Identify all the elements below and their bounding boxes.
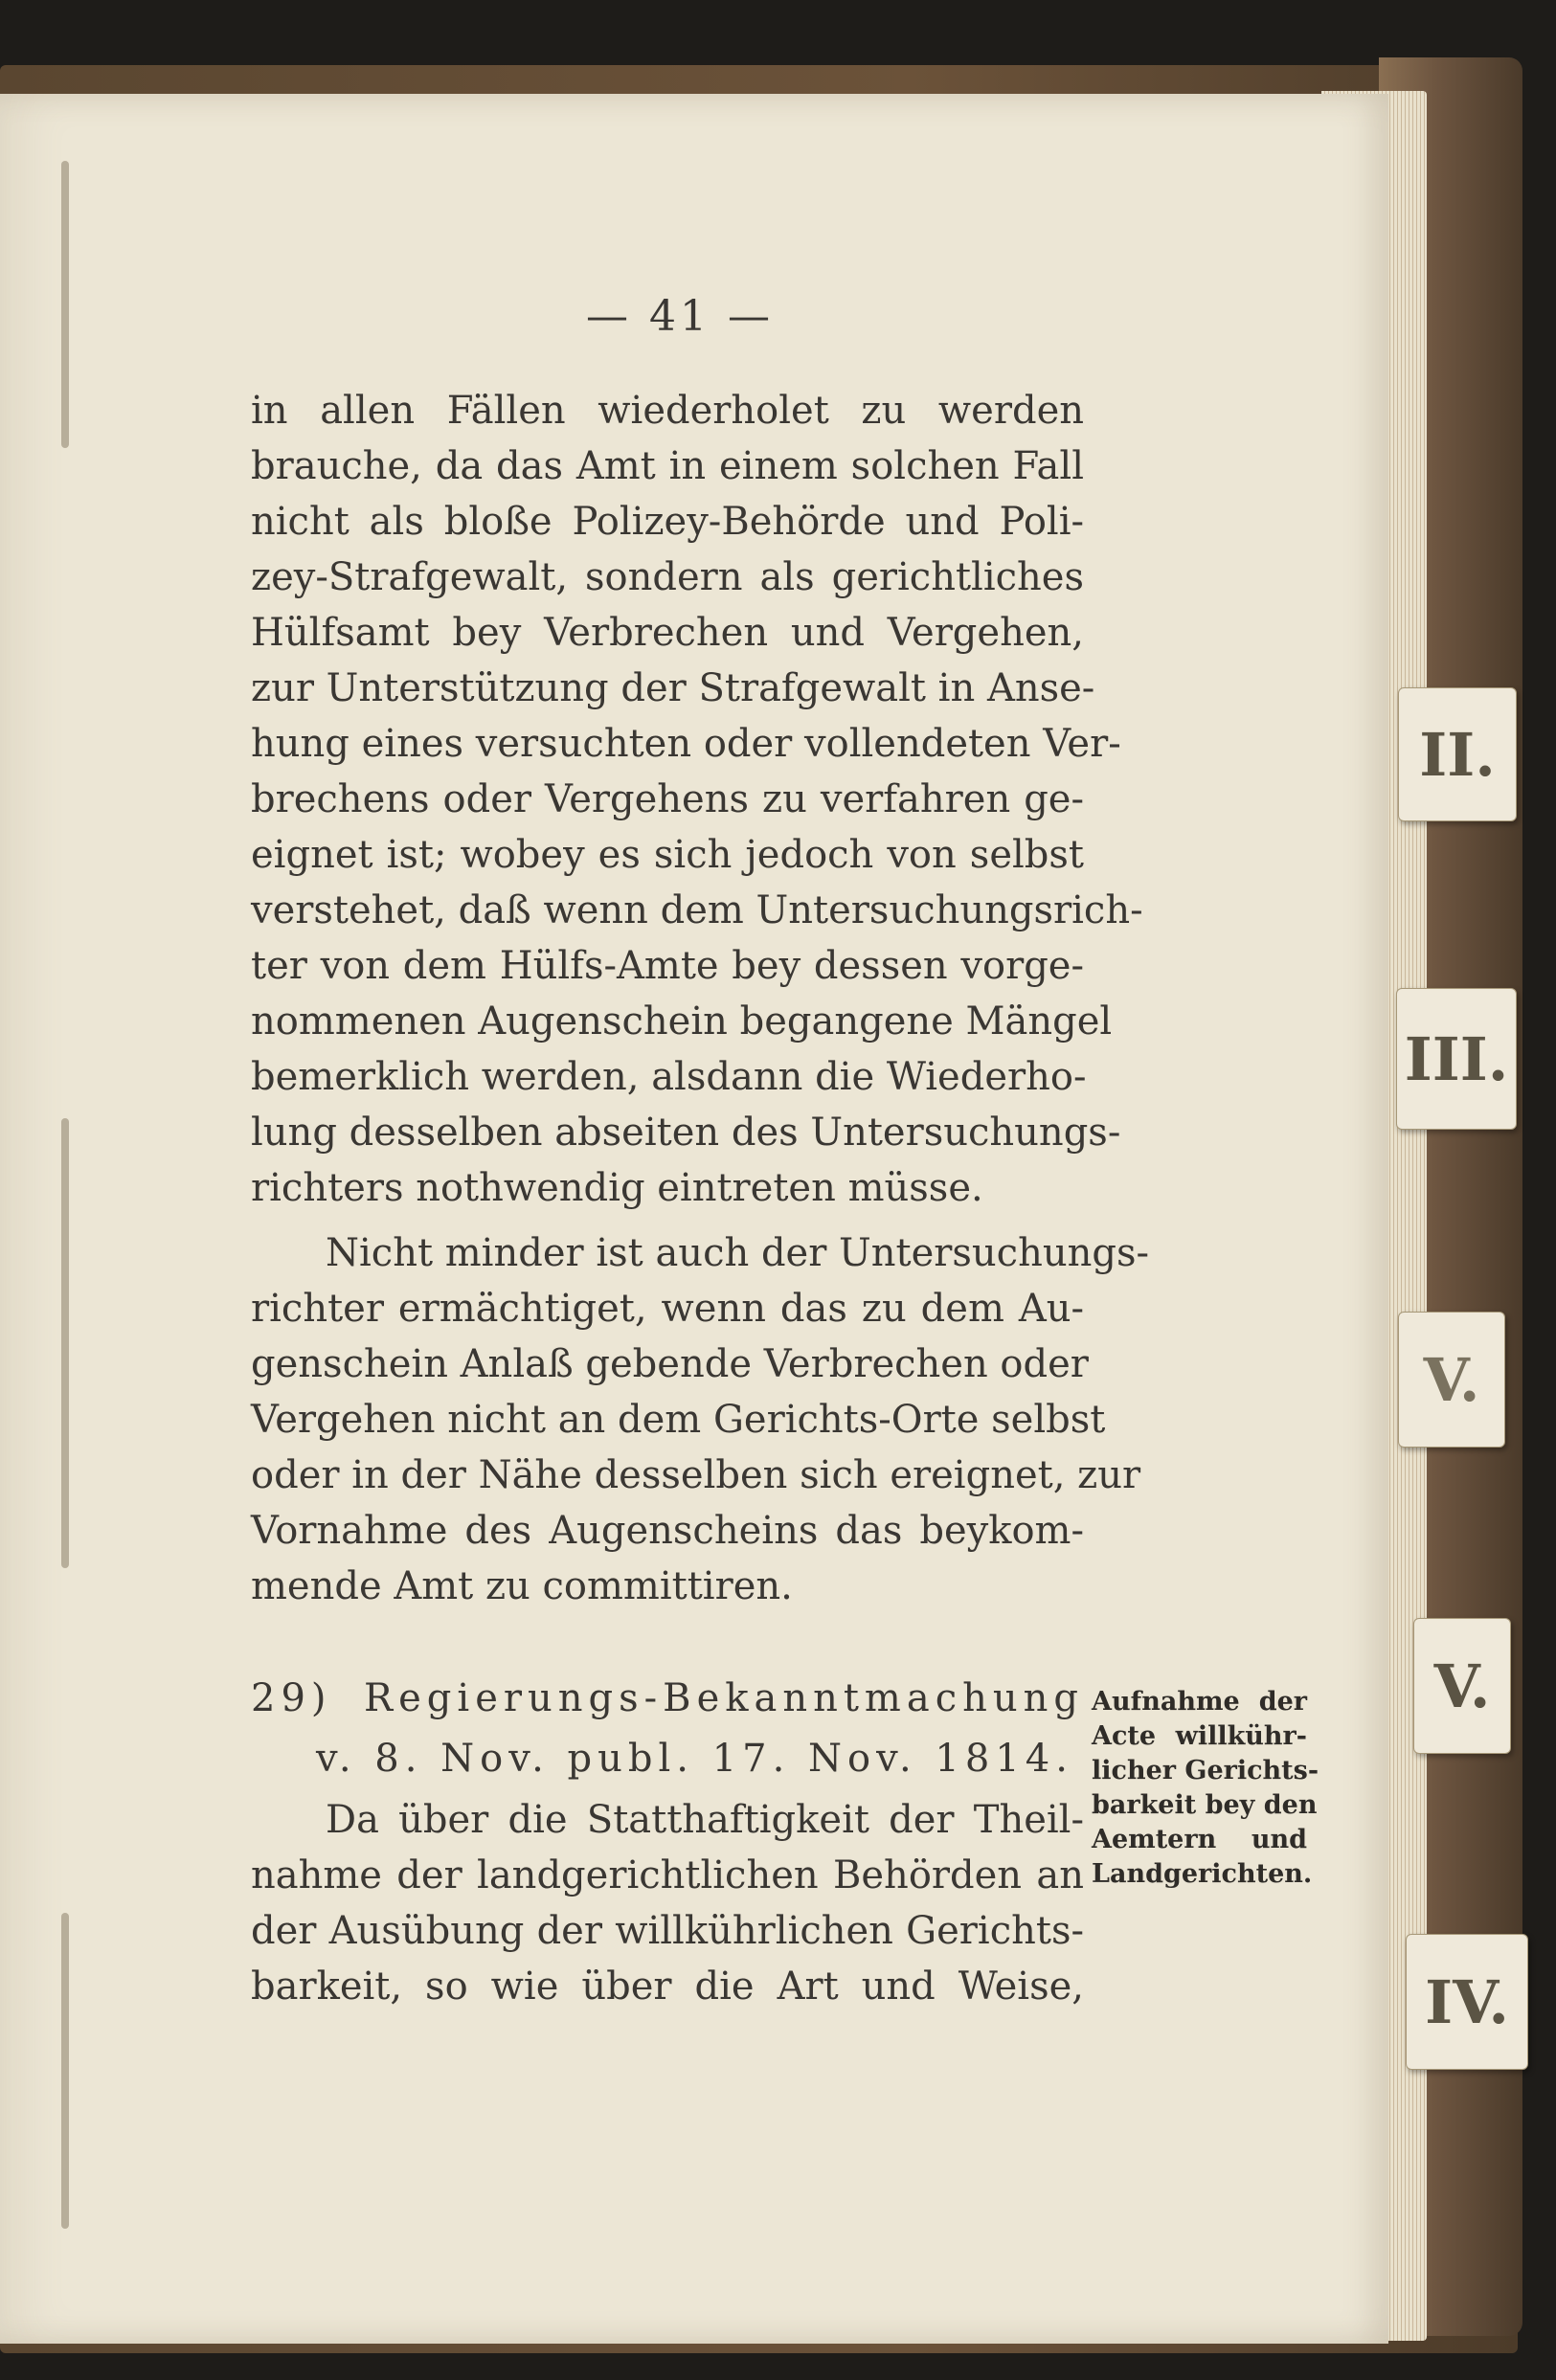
body-line: oder in der Nähe desselben sich ereignet, zur: [251, 1453, 1141, 1497]
body-line: der Ausübung der willkührlichen Gerichts-: [251, 1909, 1084, 1953]
page-number: — 41 —: [586, 292, 774, 341]
body-line: Vergehen nicht an dem Gerichts-Orte selbst: [251, 1398, 1106, 1442]
body-line: genschein Anlaß gebende Verbrechen oder: [251, 1342, 1089, 1386]
body-line: hung eines versuchten oder vollendeten Ver-: [251, 722, 1121, 766]
margin-note-line: Aemtern und: [1092, 1825, 1307, 1854]
body-line: brechens oder Vergehens zu verfahren ge-: [251, 777, 1084, 821]
body-line: in allen Fällen wiederholet zu werden: [251, 389, 1084, 433]
margin-note-line: Aufnahme der: [1092, 1687, 1307, 1717]
body-line: verstehet, daß wenn dem Untersuchungsrich-: [251, 888, 1143, 932]
body-line: nicht als bloße Polizey-Behörde und Poli-: [251, 500, 1084, 544]
body-line: zey-Strafgewalt, sondern als gerichtliches: [251, 555, 1084, 599]
body-line: mende Amt zu committiren.: [251, 1564, 793, 1608]
margin-note-line: Landgerichten.: [1092, 1859, 1313, 1889]
margin-note-line: Acte willkühr-: [1092, 1721, 1307, 1751]
thumb-tab-v-upper[interactable]: V.: [1398, 1312, 1505, 1448]
body-line: brauche, da das Amt in einem solchen Fall: [251, 444, 1084, 488]
body-line: ter von dem Hülfs-Amte bey dessen vorge-: [251, 944, 1084, 988]
body-line: nahme der landgerichtlichen Behörden an: [251, 1853, 1084, 1897]
body-line: Vornahme des Augenscheins das beykom-: [251, 1509, 1084, 1553]
body-line: richter ermächtiget, wenn das zu dem Au-: [251, 1287, 1084, 1331]
body-line: barkeit, so wie über die Art und Weise,: [251, 1965, 1084, 2009]
margin-note-line: barkeit bey den: [1092, 1790, 1318, 1820]
thumb-tab-ii[interactable]: II.: [1398, 687, 1517, 821]
thumb-tab-iv[interactable]: IV.: [1406, 1934, 1528, 2070]
body-line: nommenen Augenschein begangene Mängel: [251, 999, 1113, 1044]
body-line: lung desselben abseiten des Untersuchungs-: [251, 1111, 1121, 1155]
margin-note-line: licher Gerichts-: [1092, 1756, 1319, 1785]
body-line: Da über die Statthaftigkeit der Theil-: [326, 1798, 1084, 1842]
body-line: zur Unterstützung der Strafgewalt in Anse-: [251, 666, 1095, 710]
section-heading: 29) Regierungs-Bekanntmachung: [251, 1676, 1084, 1720]
thumb-tab-v[interactable]: V.: [1413, 1618, 1511, 1754]
body-line: richters nothwendig eintreten müsse.: [251, 1166, 983, 1210]
section-date: v. 8. Nov. publ. 17. Nov. 1814.: [316, 1737, 1073, 1781]
binding-thread: [61, 161, 69, 448]
body-line: Nicht minder ist auch der Untersuchungs-: [326, 1231, 1150, 1275]
body-line: Hülfsamt bey Verbrechen und Vergehen,: [251, 611, 1084, 655]
body-line: eignet ist; wobey es sich jedoch von selbst: [251, 833, 1084, 877]
binding-thread: [61, 1913, 69, 2229]
thumb-tab-iii[interactable]: III.: [1396, 988, 1517, 1130]
binding-thread: [61, 1118, 69, 1568]
body-line: bemerklich werden, alsdann die Wiederho-: [251, 1055, 1087, 1099]
